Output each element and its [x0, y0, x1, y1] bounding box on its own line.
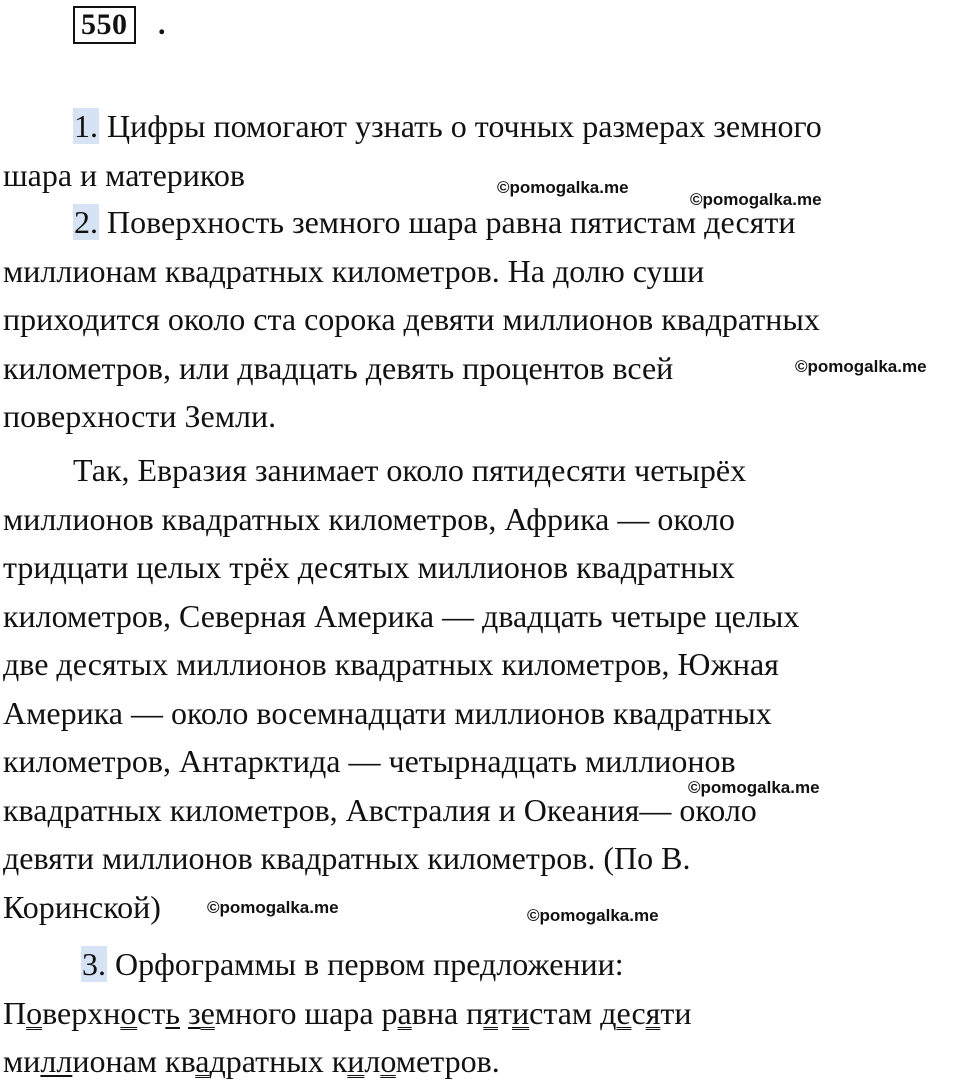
text-fragment: л — [364, 1043, 381, 1079]
text-fragment: т — [498, 994, 512, 1031]
orthogram-mark: ь — [165, 994, 180, 1031]
item-2-text-1: Поверхность земного шара равна пятистам десяти — [99, 204, 796, 240]
watermark-5: ©pomogalka.me — [207, 898, 339, 917]
item-2-line-2: миллионам квадратных километров. На долю суши — [3, 252, 705, 289]
watermark-2: ©pomogalka.me — [690, 190, 822, 209]
para-line-3: тридцати целых трёх десятых миллионов квадратных — [3, 549, 735, 585]
orthogram-mark: з — [187, 994, 201, 1031]
item-3-line-1 — [3, 940, 958, 989]
item-1-number: 1. — [74, 108, 98, 144]
orthogram-mark: и — [512, 994, 530, 1031]
item-1-text-1: Цифры помогают узнать о точных размерах земного — [99, 108, 822, 144]
item-2 — [3, 198, 958, 441]
text-fragment: с — [631, 994, 646, 1031]
watermark-1: ©pomogalka.me — [497, 178, 629, 197]
item-1 — [3, 102, 958, 199]
para-line-5: две десятых миллионов квадратных километров, Южная — [3, 646, 779, 682]
orthogram-mark: о — [380, 1043, 396, 1079]
orthogram-mark: о — [26, 994, 43, 1031]
item-3-text-1: Орфограммы в первом предложении: — [107, 946, 624, 982]
text-fragment: верхн — [42, 994, 121, 1031]
orthogram-mark: а — [397, 994, 412, 1031]
text-fragment: ионам кв — [72, 1043, 196, 1079]
text-fragment: дратных к — [209, 1043, 348, 1079]
text-fragment: стам д — [529, 994, 617, 1031]
para-line-1: Так, Евразия занимает около пятидесяти четырёх — [73, 452, 747, 488]
para-line-9: девяти миллионов квадратных километров. (По В. — [3, 840, 691, 876]
item-1-line-2: шара и материков — [3, 156, 245, 193]
text-fragment: ми — [3, 1043, 41, 1079]
para-line-10: Коринской) — [3, 888, 161, 925]
text-fragment: ти — [660, 994, 692, 1031]
watermark-4: ©pomogalka.me — [688, 778, 820, 797]
orthogram-mark: е — [200, 994, 215, 1031]
orthogram-mark: а — [195, 1043, 210, 1079]
text-fragment: П — [3, 994, 27, 1031]
para-line-7: километров, Антарктида — четырнадцать миллионов — [3, 743, 736, 779]
task-number-box: 550 — [73, 6, 136, 44]
para-line-4: километров, Северная Америка — двадцать четыре целых — [3, 597, 800, 634]
item-2-line-4: километров, или двадцать девять процентов всей — [3, 349, 674, 386]
text-fragment: много шара — [214, 994, 382, 1031]
text-fragment: р — [381, 994, 398, 1031]
continents-paragraph — [3, 446, 958, 931]
watermark-3: ©pomogalka.me — [795, 357, 927, 376]
item-3-number: 3. — [82, 946, 106, 982]
orthogram-sentence-line-1 — [3, 989, 958, 1038]
para-line-2: миллионов квадратных километров, Африка — около — [3, 500, 735, 537]
orthogram-sentence-line-2 — [3, 1037, 958, 1086]
orthogram-mark: е — [616, 994, 632, 1031]
orthogram-mark: лл — [40, 1043, 73, 1079]
text-fragment — [180, 995, 188, 1031]
orthogram-mark: я — [645, 994, 661, 1031]
task-number-dot: . — [158, 8, 166, 41]
watermark-6: ©pomogalka.me — [527, 906, 659, 925]
item-1-line-1 — [3, 102, 958, 151]
item-2-line-3: приходится около ста сорока девяти миллионов квадратных — [3, 301, 820, 337]
text-fragment: вна п — [411, 994, 484, 1031]
orthogram-mark: я — [483, 994, 499, 1031]
item-2-number: 2. — [74, 204, 98, 240]
item-3 — [3, 940, 958, 1086]
para-line-8: квадратных километров, Австралия и Океания— около — [3, 791, 757, 828]
item-2-line-5: поверхности Земли. — [3, 398, 277, 434]
para-line-6: Америка — около восемнадцати миллионов квадратных — [3, 694, 772, 731]
orthogram-mark: и — [347, 1043, 365, 1079]
text-fragment: метров. — [395, 1043, 500, 1079]
text-fragment: ст — [137, 994, 166, 1031]
orthogram-mark: о — [120, 994, 138, 1031]
